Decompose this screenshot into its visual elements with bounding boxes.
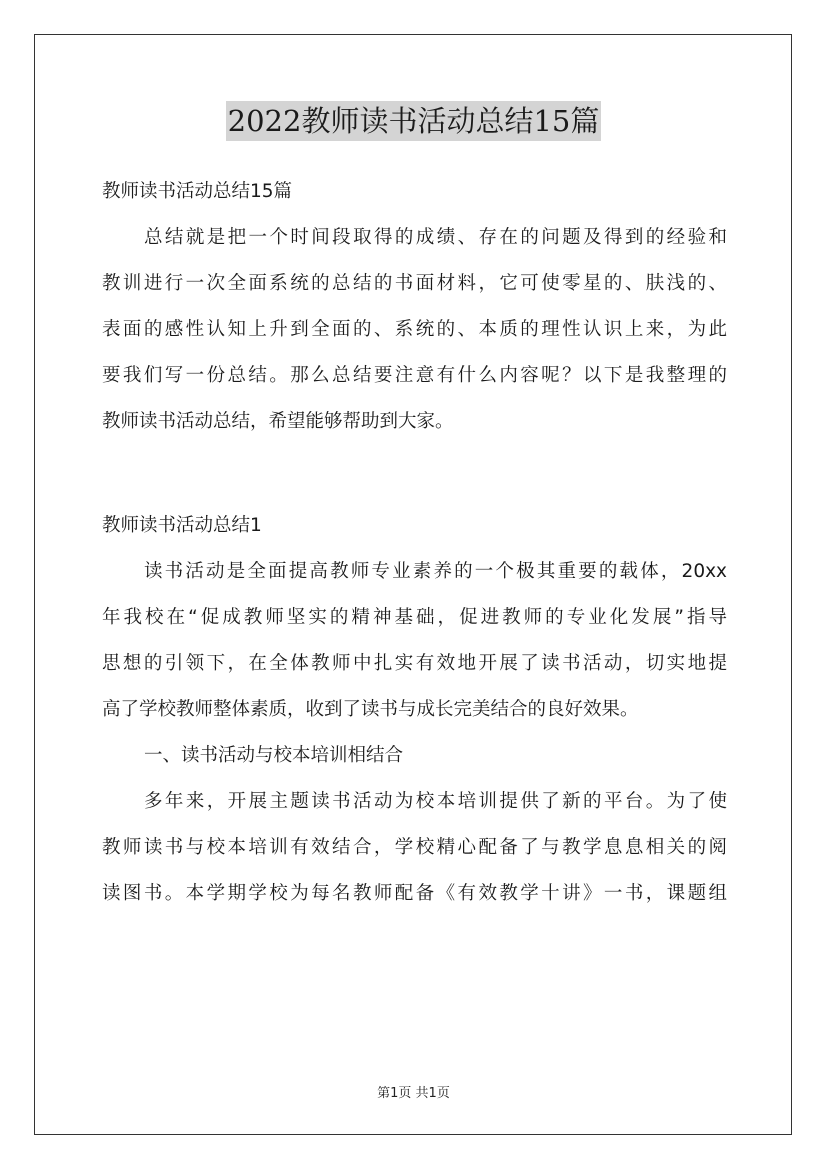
intro-line: 教师读书活动总结，希望能够帮助到大家。 [102, 411, 454, 432]
section-heading: 教师读书活动总结1 [102, 515, 262, 536]
page-footer: 第1页 共1页 [377, 1086, 450, 1101]
section-gap [102, 445, 727, 503]
paragraph-line: 教师读书与校本培训有效结合，学校精心配备了与教学息息相关的阅 [102, 837, 727, 858]
document-body [102, 169, 727, 917]
paragraph-line: 读图书。本学期学校为每名教师配备《有效教学十讲》一书，课题组 [102, 883, 727, 904]
document-title: 2022教师读书活动总结15篇 [226, 101, 602, 141]
section-line: 思想的引领下，在全体教师中扎实有效地开展了读书活动，切实地提 [102, 653, 727, 674]
section-line: 年我校在“促成教师坚实的精神基础，促进教师的专业化发展”指导 [102, 607, 727, 628]
section-line: 读书活动是全面提高教师专业素养的一个极其重要的载体，20xx [144, 561, 727, 582]
title-container [0, 101, 827, 141]
intro-line: 要我们写一份总结。那么总结要注意有什么内容呢？以下是我整理的 [102, 365, 727, 386]
section-line: 高了学校教师整体素质，收到了读书与成长完美结合的良好效果。 [102, 699, 639, 720]
subtitle: 教师读书活动总结15篇 [102, 181, 293, 202]
intro-line: 表面的感性认知上升到全面的、系统的、本质的理性认识上来，为此 [102, 319, 727, 340]
paragraph-line: 多年来，开展主题读书活动为校本培训提供了新的平台。为了使 [144, 791, 727, 812]
intro-line: 教训进行一次全面系统的总结的书面材料，它可使零星的、肤浅的、 [102, 273, 727, 294]
intro-line: 总结就是把一个时间段取得的成绩、存在的问题及得到的经验和 [144, 227, 727, 248]
subheading: 一、读书活动与校本培训相结合 [144, 745, 404, 766]
